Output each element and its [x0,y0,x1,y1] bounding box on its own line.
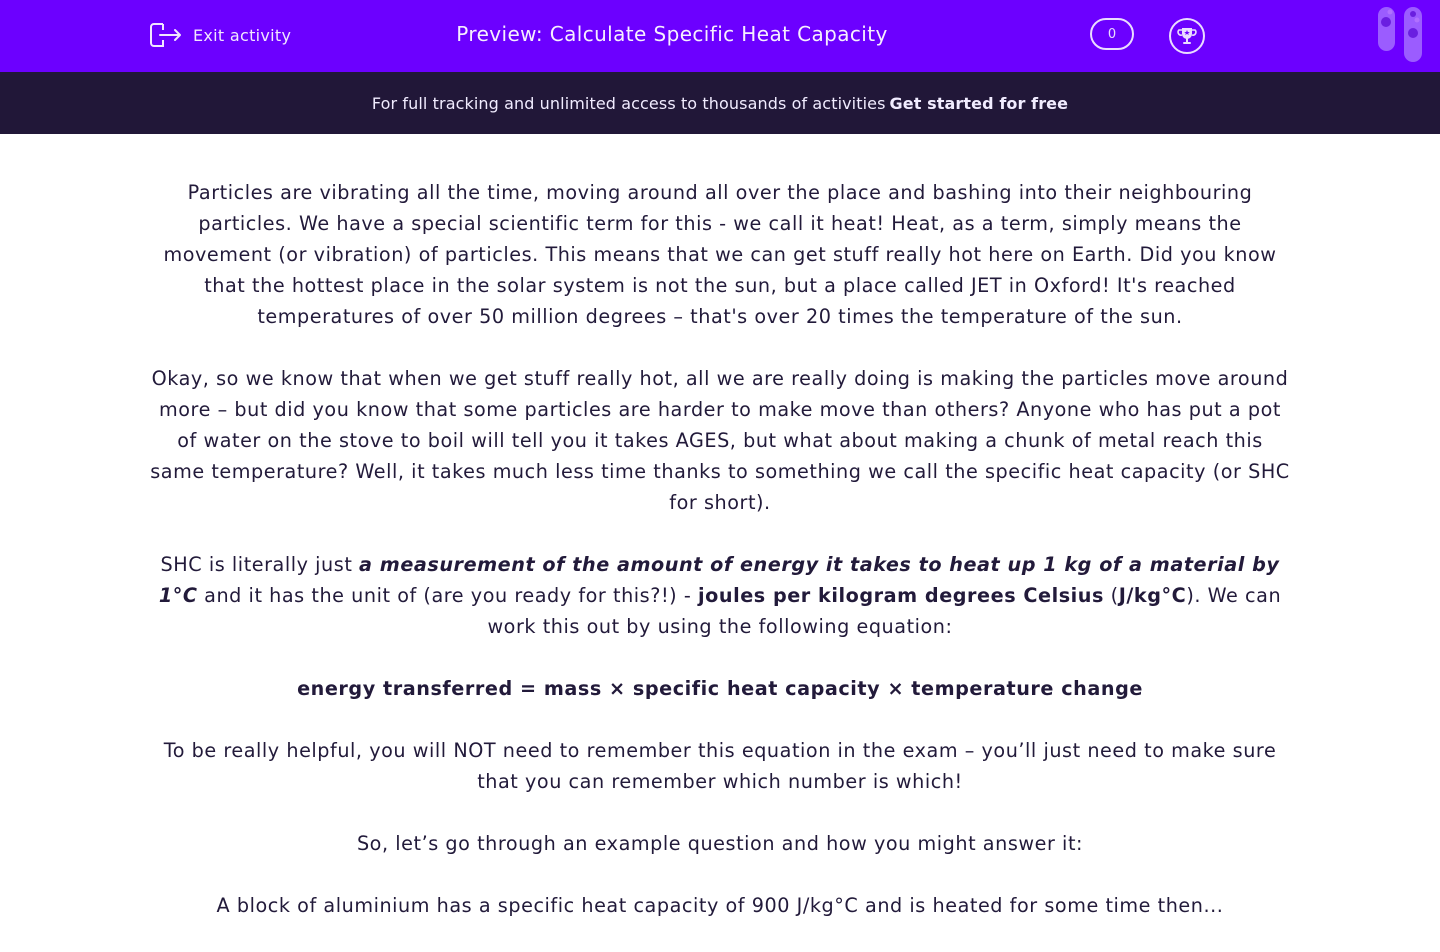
score-badge: 0 [1090,18,1134,50]
top-bar [0,0,1440,72]
paragraph-exam-tip: To be really helpful, you will NOT need to remember this equation in the exam – you’ll just need to make sure that you can remember which number is which! [163,739,1277,793]
shc-definition: a measurement of the amount of energy it takes to heat up 1 kg of a material by 1°C [158,553,1280,607]
shc-unit-name: joules per kilogram degrees Celsius [698,584,1104,607]
paragraph-heat: Particles are vibrating all the time, moving around all over the place and bashing into their neighbouring particles. We have a special scientific term for this - we call it heat! Heat, as a term, simply means the movement (or vibration) of particles. This means that we can get stuff really hot here on Earth. Did you know that the hottest place in the solar system is not the sun, but a place called JET in Oxford! It's reached temperatures of over 50 million degrees – that's over 20 times the temperature of the sun. [163,181,1277,328]
get-started-link[interactable]: Get started for free [889,93,1069,113]
test-tubes-logo [1376,5,1426,65]
equation: energy transferred = mass × specific heat capacity × temperature change [297,677,1143,700]
shc-unit-symbol: J/kg°C [1118,584,1187,607]
paragraph-example-question: A block of aluminium has a specific heat capacity of 900 J/kg°C and is heated for some time then... [216,894,1224,917]
paragraph-shc-intro: Okay, so we know that when we get stuff really hot, all we are really doing is making the particles move around more – but did you know that some particles are harder to make move than others? Anyone who has put a pot of water on the stove to boil will tell you it takes AGES, but what about making a chunk of metal reach this same temperature? Well, it takes much less time thanks to something we call the specific heat capacity (or SHC for short). [150,367,1290,514]
page-title: Preview: Calculate Specific Heat Capacity [456,22,888,46]
lesson-content [150,177,1290,952]
exit-label: Exit activity [193,25,292,45]
trophy-icon [1176,25,1198,47]
paragraph-example-intro: So, let’s go through an example question and how you might answer it: [356,832,1084,855]
signup-banner [0,72,1440,134]
paragraph-shc-definition: SHC is literally just a measurement of the amount of energy it takes to heat up 1 kg of a material by 1°C and it has the unit of (are you ready for this?!) - joules per kilogram degrees Celsius (J/kg°C). We can work this out by using the following equation: [158,553,1282,638]
trophy-button[interactable] [1169,18,1205,54]
banner-text: For full tracking and unlimited access to thousands of activities [371,93,886,113]
